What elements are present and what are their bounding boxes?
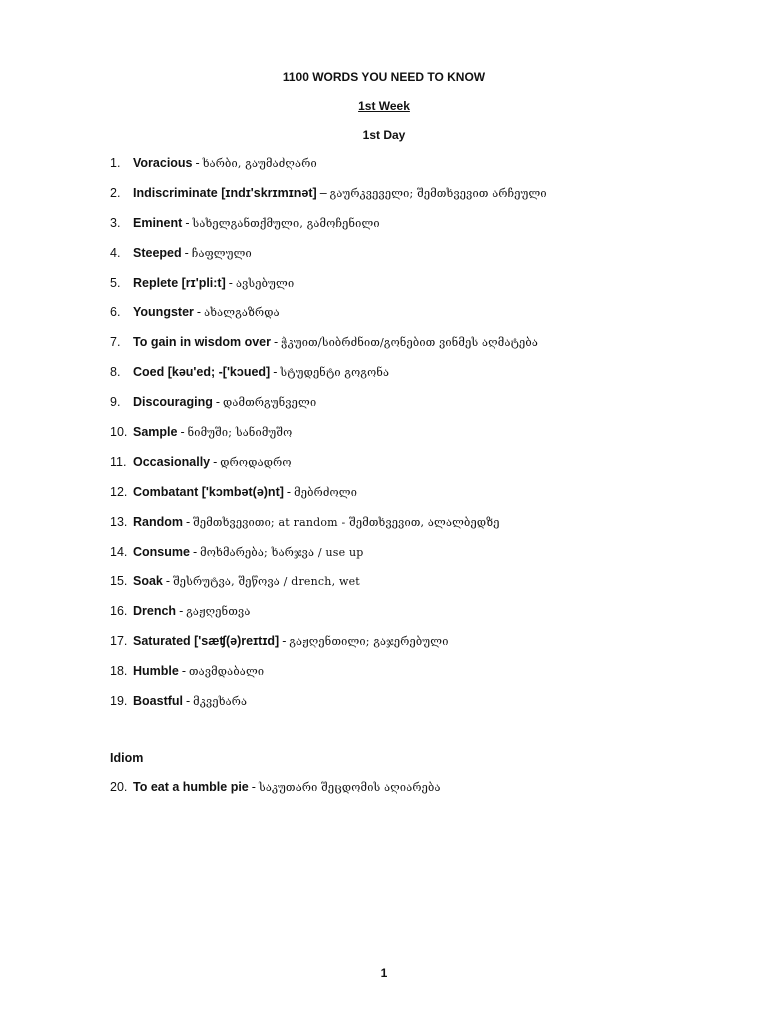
vocabulary-entry [110, 393, 730, 423]
page-number: 1 [380, 966, 388, 980]
vocabulary-list [110, 154, 730, 722]
entry-separator: - [185, 215, 190, 230]
entry-word: Saturated ['sæʧ(ə)reɪtɪd] [133, 634, 280, 649]
entry-separator: - [186, 514, 191, 529]
entry-definition: დამთრგუნველი [223, 396, 317, 410]
entry-word: To eat a humble pie [133, 780, 249, 794]
idiom-heading: Idiom [110, 751, 144, 765]
entry-definition: მკვეხარა [193, 695, 248, 709]
vocabulary-entry [110, 483, 730, 513]
entry-definition: სახელგანთქმული, გამოჩენილი [192, 216, 380, 230]
entry-number: 13. [110, 514, 128, 529]
entry-separator: - [286, 484, 292, 499]
entry-number: 10. [110, 425, 128, 440]
vocabulary-entry [110, 303, 730, 333]
entry-separator: - [215, 395, 221, 410]
entry-definition: გაჟღენთილი; გაჯერებული [289, 635, 449, 649]
vocabulary-entry [110, 274, 730, 304]
entry-definition: მებრძოლი [294, 485, 358, 499]
day-heading: 1st Day [362, 128, 406, 142]
entry-word: Boastful [133, 694, 183, 709]
entry-definition: სტუდენტი გოგონა [280, 366, 390, 380]
entry-separator: - [184, 245, 189, 260]
vocabulary-entry [110, 154, 730, 184]
entry-definition: თავმდაბალი [189, 665, 265, 679]
entry-word: Combatant ['kɔmbət(ə)nt] [133, 484, 284, 499]
entry-separator: - [195, 156, 200, 170]
entry-separator: - [186, 694, 191, 709]
entry-word: Coed [kəu'ed; -['kɔued] [133, 365, 271, 380]
entry-definition: ჩაფლული [191, 246, 252, 260]
entry-separator: – [319, 185, 327, 200]
entry-word: Humble [133, 664, 179, 679]
entry-number: 7. [110, 335, 121, 350]
entry-definition: საკუთარი შეცდომის აღიარება [258, 781, 441, 794]
entry-separator: - [273, 335, 279, 350]
entry-number: 12. [110, 484, 128, 499]
entry-word: Youngster [133, 305, 194, 320]
vocabulary-entry [110, 602, 730, 632]
vocabulary-entry [110, 333, 730, 363]
entry-number: 3. [110, 215, 121, 230]
vocabulary-entry [110, 692, 730, 722]
vocabulary-entry [110, 423, 730, 453]
entry-word: Consume [133, 544, 190, 559]
entry-separator: - [181, 664, 187, 679]
entry-number: 8. [110, 365, 121, 380]
entry-separator: - [282, 634, 287, 649]
entry-number: 1. [110, 156, 121, 170]
entry-number: 2. [110, 185, 121, 200]
entry-word: Replete [rɪ'pli:t] [133, 275, 226, 290]
entry-number: 15. [110, 574, 128, 589]
entry-number: 5. [110, 275, 121, 290]
entry-word: Occasionally [133, 454, 211, 469]
entry-definition: ახალგაზრდა [204, 306, 280, 320]
entry-separator: - [196, 305, 202, 320]
entry-definition: ავსებული [235, 276, 295, 290]
entry-definition: მოხმარება; ხარჯვა / use up [200, 545, 364, 559]
entry-word: To gain in wisdom over [133, 335, 271, 350]
entry-word: Eminent [133, 215, 183, 230]
entry-number: 11. [110, 454, 127, 469]
entry-separator: - [273, 365, 278, 380]
entry-number: 20. [110, 780, 128, 794]
entry-separator: - [179, 604, 184, 619]
entry-definition: ჭკუით/სიბრძნით/გონებით ვინმეს აღმატება [281, 336, 539, 350]
entry-definition: გაჟღენთვა [186, 605, 251, 619]
entry-separator: - [165, 574, 171, 589]
entry-definition: დროდადრო [220, 455, 292, 469]
entry-separator: - [213, 454, 218, 469]
entry-word: Discouraging [133, 395, 213, 410]
entry-word: Steeped [133, 245, 182, 260]
entry-word: Soak [133, 574, 163, 589]
idiom-entry [110, 778, 730, 808]
entry-definition: შესრუტვა, შეწოვა / drench, wet [173, 575, 360, 589]
vocabulary-entry [110, 543, 730, 573]
vocabulary-entry [110, 184, 730, 214]
vocabulary-entry [110, 662, 730, 692]
entry-word: Random [133, 514, 183, 529]
entry-number: 6. [110, 305, 121, 320]
entry-definition: ნიმუში; სანიმუშო [187, 426, 293, 440]
entry-definition: ხარბი, გაუმაძღარი [202, 157, 317, 170]
entry-separator: - [192, 544, 198, 559]
entry-separator: - [180, 425, 185, 440]
entry-number: 18. [110, 664, 128, 679]
document-title: 1100 WORDS YOU NEED TO KNOW [282, 70, 486, 84]
entry-number: 17. [110, 634, 128, 649]
entry-number: 14. [110, 544, 128, 559]
vocabulary-entry [110, 363, 730, 393]
entry-number: 19. [110, 694, 128, 709]
entry-definition: გაურკვეველი; შემთხვევით არჩეული [329, 186, 547, 200]
entry-word: Drench [133, 604, 177, 619]
entry-word: Sample [133, 425, 178, 440]
entry-number: 4. [110, 245, 121, 260]
vocabulary-entry [110, 214, 730, 244]
entry-separator: - [251, 780, 256, 794]
idiom-list [110, 778, 730, 808]
vocabulary-entry [110, 572, 730, 602]
entry-separator: - [228, 275, 233, 290]
entry-definition: შემთხვევითი; at random - შემთხვევით, ალალბედზე [193, 515, 500, 529]
vocabulary-entry [110, 244, 730, 274]
vocabulary-entry [110, 513, 730, 543]
entry-number: 9. [110, 395, 121, 410]
vocabulary-entry [110, 632, 730, 662]
entry-word: Indiscriminate [ɪndɪ'skrɪmɪnət] [133, 185, 317, 200]
week-heading: 1st Week [358, 99, 410, 113]
entry-word: Voracious [133, 156, 193, 170]
vocabulary-entry [110, 453, 730, 483]
entry-number: 16. [110, 604, 128, 619]
